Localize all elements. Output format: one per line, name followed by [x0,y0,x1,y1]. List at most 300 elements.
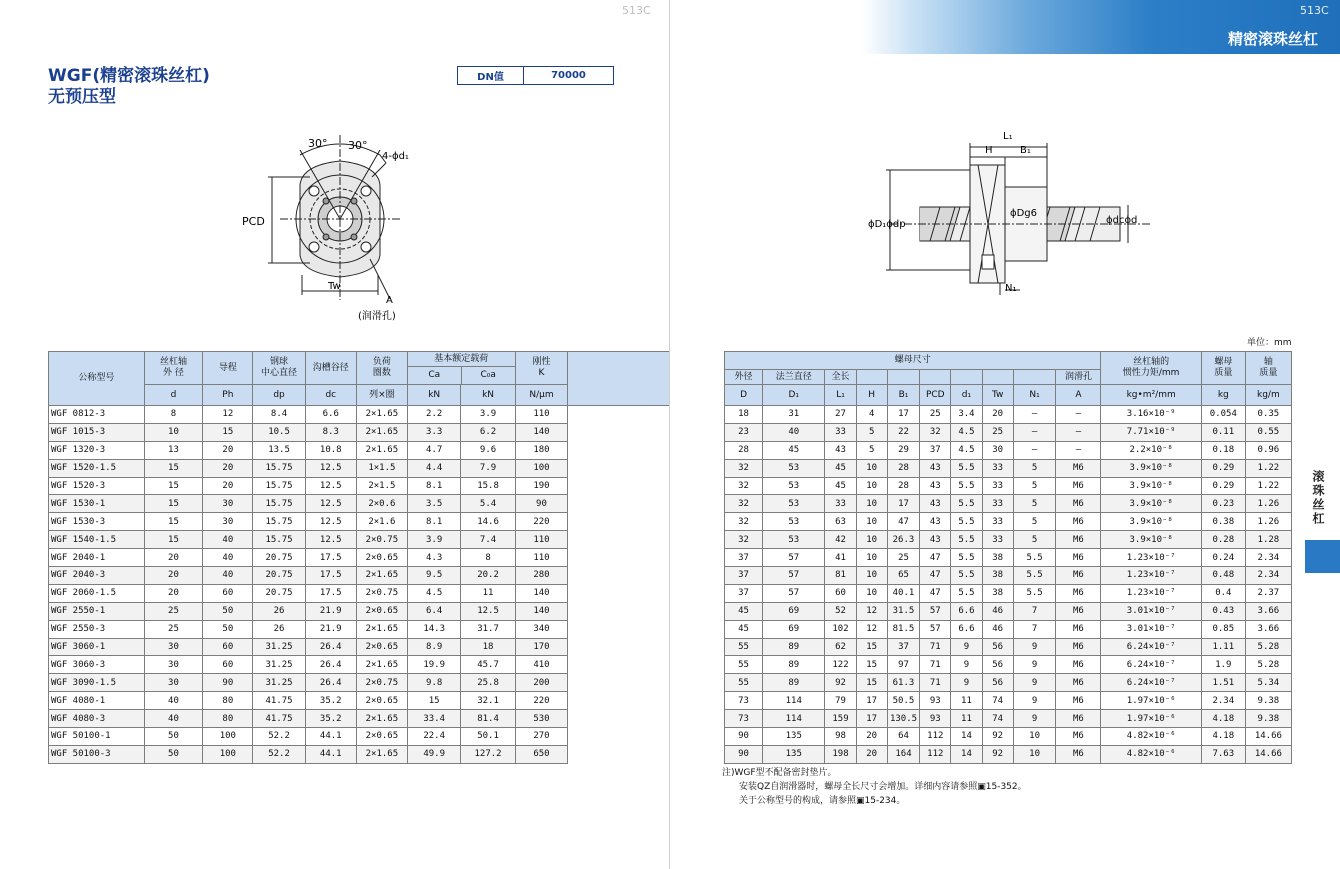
table-cell: 2×0.75 [356,674,407,692]
table-cell: 41.75 [253,692,305,710]
table-cell: 10 [856,549,887,567]
dc-d-label: ϕdcϕd [1106,215,1138,226]
table-cell: 15 [856,674,887,692]
page-number-right: 513C [1300,4,1329,17]
nut-col-name-header [982,370,1013,385]
table-cell: 33 [982,477,1013,495]
table-cell: 3.9×10⁻⁸ [1101,495,1201,513]
table-cell: 20 [982,406,1013,424]
nut-col-name-header: 外径 [725,370,763,385]
table-cell: WGF 2550-3 [49,620,145,638]
table-cell: 2×1.65 [356,620,407,638]
note-line-1: 注)WGF型不配备密封垫片。 [722,768,837,778]
table-cell: 5.28 [1245,656,1291,674]
table-cell: 40 [203,567,253,585]
col-dp-header: 钢球 中心直径 [253,352,305,385]
spacer-cell [568,656,669,674]
spacer-cell [568,406,669,424]
table-cell: 9 [1013,638,1056,656]
table-cell: 31.25 [253,656,305,674]
table-cell: 60 [203,584,253,602]
table-cell: 74 [982,710,1013,728]
sym-ca: kN [407,385,461,406]
table-cell: 32.1 [461,692,515,710]
table-cell: 100 [203,728,253,746]
table-cell: M6 [1056,745,1101,763]
table-cell: — [1013,406,1056,424]
table-cell: 71 [920,656,951,674]
table-cell: 2×1.6 [356,513,407,531]
table-cell: M6 [1056,584,1101,602]
table-row [49,423,670,441]
table-cell: 4.5 [951,423,982,441]
table-cell: 5.5 [951,495,982,513]
table-row [725,531,1292,549]
table-row [49,406,670,424]
table-cell: 5.28 [1245,638,1291,656]
table-cell: 130.5 [887,710,919,728]
table-cell: 20 [856,745,887,763]
table-cell: 26 [253,620,305,638]
table-cell: 31.25 [253,674,305,692]
table-row [725,441,1292,459]
table-row [725,549,1292,567]
table-cell: 3.9×10⁻⁸ [1101,513,1201,531]
table-cell: M6 [1056,638,1101,656]
table-cell: 15 [856,656,887,674]
h-label: H [985,145,993,156]
table-cell: 30 [203,513,253,531]
table-row [49,441,670,459]
table-cell: 5.4 [461,495,515,513]
table-cell: 5.5 [951,531,982,549]
table-cell: 9 [1013,674,1056,692]
table-cell: 26.4 [305,638,356,656]
table-cell: 15 [144,495,202,513]
table-cell: 41.75 [253,710,305,728]
table-cell: 0.29 [1201,459,1245,477]
table-cell: 9 [951,656,982,674]
table-cell: 110 [515,531,568,549]
nut-col-sym-header: D [725,385,763,406]
table-cell: WGF 2040-3 [49,567,145,585]
table-cell: 50.5 [887,692,919,710]
table-cell: WGF 2040-1 [49,549,145,567]
table-row [725,692,1292,710]
table-cell: M6 [1056,495,1101,513]
table-cell: 45 [725,602,763,620]
table-cell: M6 [1056,674,1101,692]
table-cell: 21.9 [305,620,356,638]
table-cell: 8.4 [253,406,305,424]
table-cell: 9 [1013,710,1056,728]
table-cell: WGF 0812-3 [49,406,145,424]
table-cell: 2.34 [1201,692,1245,710]
table-cell: M6 [1056,477,1101,495]
table-cell: 9 [1013,656,1056,674]
table-cell: 1.11 [1201,638,1245,656]
table-cell: 0.23 [1201,495,1245,513]
table-cell: 2×0.65 [356,692,407,710]
col-dc-header: 沟槽谷径 [305,352,356,385]
table-cell: 9.6 [461,441,515,459]
table-cell: 3.9 [461,406,515,424]
nut-col-sym-header: H [856,385,887,406]
table-cell: 10 [856,513,887,531]
table-cell: 20.75 [253,567,305,585]
table-cell: 10 [1013,728,1056,746]
table-cell: 57 [763,584,825,602]
table-cell: 7.4 [461,531,515,549]
table-cell: 5.5 [1013,584,1056,602]
table-cell: 6.6 [951,620,982,638]
col-c0a-header: C₀a [480,370,496,380]
table-cell: 45 [825,459,856,477]
table-cell: 4.3 [407,549,461,567]
table-cell: M6 [1056,692,1101,710]
table-cell: 33 [982,513,1013,531]
table-cell: 14 [951,728,982,746]
nut-dimensions-header: 螺母尺寸 [725,352,1101,370]
table-cell: 53 [763,513,825,531]
table-cell: 15.8 [461,477,515,495]
angle-label-2: 30° [348,139,368,152]
table-cell: 20 [203,477,253,495]
table-cell: 89 [763,656,825,674]
table-cell: 2×0.65 [356,602,407,620]
table-cell: 200 [515,674,568,692]
table-cell: 57 [763,549,825,567]
note-line-2: 安装QZ自润滑器时，螺母全长尺寸会增加。详细内容请参照▣15-352。 [739,782,1027,792]
table-cell: 3.9×10⁻⁸ [1101,477,1201,495]
table-cell: 50.1 [461,728,515,746]
sym-d: d [144,385,202,406]
table-cell: 140 [515,602,568,620]
table-cell: M6 [1056,531,1101,549]
table-cell: M6 [1056,710,1101,728]
spacer-cell [568,710,669,728]
spacer-cell [568,638,669,656]
table-cell: 10 [856,584,887,602]
n1-label: N₁ [1005,283,1017,294]
title-line2: 无预压型 [48,87,116,107]
table-cell: 110 [515,549,568,567]
table-cell: 1.9 [1201,656,1245,674]
table-cell: 55 [725,638,763,656]
table-cell: 15 [856,638,887,656]
table-cell: 14.66 [1245,745,1291,763]
table-cell: 7.71×10⁻⁹ [1101,423,1201,441]
table-cell: 53 [763,459,825,477]
table-cell: 20.75 [253,549,305,567]
table-cell: WGF 2550-1 [49,602,145,620]
sym-inertia: kg•m²/mm [1101,385,1201,406]
table-cell: 32 [725,477,763,495]
table-cell: 190 [515,477,568,495]
table-cell: 5 [1013,495,1056,513]
nut-col-name-header [887,370,919,385]
table-cell: M6 [1056,459,1101,477]
table-cell: 2×1.65 [356,423,407,441]
table-cell: 55 [725,674,763,692]
table-cell: 62 [825,638,856,656]
table-cell: 1.23×10⁻⁷ [1101,549,1201,567]
table-cell: 40 [203,549,253,567]
table-cell: 3.3 [407,423,461,441]
table-cell: 14.66 [1245,728,1291,746]
table-cell: 20 [144,549,202,567]
table-cell: WGF 1015-3 [49,423,145,441]
table-row [49,692,670,710]
col-inertia-header: 丝杠轴的 惯性力矩/mm [1101,352,1201,385]
table-cell: 31.25 [253,638,305,656]
table-cell: 2×0.6 [356,495,407,513]
table-cell: 135 [763,728,825,746]
table-cell: 6.24×10⁻⁷ [1101,656,1201,674]
table-cell: 38 [982,584,1013,602]
table-cell: 12 [856,602,887,620]
table-row [725,710,1292,728]
table-cell: 1.28 [1245,531,1291,549]
table-cell: 45.7 [461,656,515,674]
table-cell: WGF 50100-3 [49,745,145,763]
table-cell: 25 [982,423,1013,441]
table-cell: WGF 2060-1.5 [49,584,145,602]
table-cell: M6 [1056,728,1101,746]
table-cell: M6 [1056,656,1101,674]
nut-col-name-header: 法兰直径 [763,370,825,385]
table-row [725,674,1292,692]
spacer-cell [568,584,669,602]
table-cell: 3.66 [1245,602,1291,620]
table-cell: 49.9 [407,745,461,763]
table-cell: 14.6 [461,513,515,531]
nut-col-name-header [920,370,951,385]
table-cell: 46 [982,620,1013,638]
table-row [725,602,1292,620]
nut-col-sym-header: d₁ [951,385,982,406]
table-cell: 30 [982,441,1013,459]
table-cell: 79 [825,692,856,710]
note-line-3: 关于公称型号的构成，请参照▣15-234。 [739,796,906,806]
col-k-header: 刚性 K [515,352,568,385]
table-cell: 74 [982,692,1013,710]
nut-side-view-drawing [860,125,1190,300]
table-cell: 73 [725,692,763,710]
table-cell: 3.16×10⁻⁹ [1101,406,1201,424]
table-row [725,477,1292,495]
table-row [49,638,670,656]
table-row [725,406,1292,424]
table-cell: — [1013,441,1056,459]
table-cell: 7 [1013,602,1056,620]
table-cell: 50 [203,620,253,638]
table-cell: 26.3 [887,531,919,549]
table-cell: 32 [920,423,951,441]
table-cell: 2.2×10⁻⁸ [1101,441,1201,459]
table-cell: 0.48 [1201,567,1245,585]
table-cell: 10.5 [253,423,305,441]
table-cell: 3.9 [407,531,461,549]
col-ca-header: Ca [408,367,462,384]
table-cell: 57 [920,602,951,620]
table-cell: 2×1.5 [356,477,407,495]
table-cell: 53 [763,531,825,549]
table-cell: — [1056,423,1101,441]
table-cell: 13 [144,441,202,459]
table-cell: 37 [725,567,763,585]
table-cell: 28 [725,441,763,459]
table-cell: 53 [763,495,825,513]
tw-label: Tw [328,281,341,292]
table-row [725,656,1292,674]
table-cell: 20 [144,584,202,602]
table-cell: 81.4 [461,710,515,728]
table-cell: 170 [515,638,568,656]
table-cell: 90 [515,495,568,513]
table-cell: 100 [203,745,253,763]
table-cell: 23 [725,423,763,441]
d1-dp-label: ϕD₁ϕdp [868,219,906,230]
spacer-cell [568,745,669,763]
table-cell: 98 [825,728,856,746]
table-cell: 3.9×10⁻⁸ [1101,459,1201,477]
table-cell: 10 [856,531,887,549]
sym-c0a: kN [461,385,515,406]
table-row [725,728,1292,746]
table-row [725,638,1292,656]
table-cell: 4.18 [1201,710,1245,728]
dg6-label: ϕDg6 [1010,208,1038,219]
table-cell: 12.5 [305,495,356,513]
table-cell: 1.22 [1245,459,1291,477]
table-cell: 17 [856,692,887,710]
banner-title: 精密滚珠丝杠 [1227,30,1318,48]
table-row [49,710,670,728]
table-cell: 140 [515,584,568,602]
table-cell: 140 [515,423,568,441]
table-cell: WGF 4080-3 [49,710,145,728]
a-label: A [386,295,393,306]
table-cell: 69 [763,602,825,620]
table-cell: 44.1 [305,728,356,746]
table-cell: 33 [982,459,1013,477]
table-cell: 2×1.65 [356,656,407,674]
spec-table-right [724,351,1292,764]
table-cell: 50 [144,728,202,746]
table-cell: 5.34 [1245,674,1291,692]
table-row [725,567,1292,585]
table-row [49,513,670,531]
table-cell: 5 [1013,531,1056,549]
table-cell: WGF 4080-1 [49,692,145,710]
table-cell: 46 [982,602,1013,620]
table-cell: 33 [825,495,856,513]
table-cell: 12 [856,620,887,638]
sym-turns: 列×圈 [356,385,407,406]
table-cell: 65 [887,567,919,585]
table-cell: 2×0.75 [356,531,407,549]
table-cell: 5 [1013,459,1056,477]
table-cell: 10 [144,423,202,441]
table-cell: 31.7 [461,620,515,638]
table-cell: 2.2 [407,406,461,424]
table-cell: 0.38 [1201,513,1245,531]
table-cell: 32 [725,531,763,549]
table-cell: 33 [982,531,1013,549]
table-cell: 25.8 [461,674,515,692]
table-cell: 19.9 [407,656,461,674]
table-cell: 21.9 [305,602,356,620]
table-cell: 71 [920,674,951,692]
holes-label: 4-ϕd₁ [382,151,409,162]
nut-col-name-header [951,370,982,385]
table-cell: 32 [725,459,763,477]
table-cell: 33 [982,495,1013,513]
table-row [725,620,1292,638]
page-divider [669,0,670,869]
table-cell: 0.96 [1245,441,1291,459]
table-cell: 11 [461,584,515,602]
table-cell: WGF 3060-1 [49,638,145,656]
table-cell: 0.43 [1201,602,1245,620]
table-cell: — [1056,441,1101,459]
table-cell: 38 [982,549,1013,567]
table-cell: 10 [1013,745,1056,763]
table-cell: 52.2 [253,728,305,746]
col-model-header: 公称型号 [49,352,145,406]
table-cell: 1.97×10⁻⁶ [1101,692,1201,710]
table-cell: 26.4 [305,674,356,692]
table-cell: 31.5 [887,602,919,620]
spacer-cell [568,674,669,692]
table-cell: 30 [144,674,202,692]
table-cell: 2×0.65 [356,728,407,746]
table-cell: 15 [144,531,202,549]
nut-col-name-header [1013,370,1056,385]
table-cell: 47 [920,567,951,585]
table-cell: 9.38 [1245,692,1291,710]
table-cell: 3.4 [951,406,982,424]
table-cell: 89 [763,638,825,656]
table-cell: 92 [982,745,1013,763]
table-cell: 37 [725,549,763,567]
table-cell: 159 [825,710,856,728]
sidebar-label: 滚珠丝杠 [1311,470,1325,526]
table-row [49,459,670,477]
table-cell: 17.5 [305,567,356,585]
table-cell: 40 [763,423,825,441]
table-cell: 0.18 [1201,441,1245,459]
table-cell: 112 [920,745,951,763]
table-cell: — [1056,406,1101,424]
table-cell: WGF 50100-1 [49,728,145,746]
table-cell: 57 [763,567,825,585]
table-cell: 25 [920,406,951,424]
page-title [48,66,210,108]
table-cell: 32 [725,495,763,513]
table-cell: 90 [203,674,253,692]
table-cell: 2×0.75 [356,584,407,602]
table-cell: 14.3 [407,620,461,638]
table-cell: WGF 3060-3 [49,656,145,674]
table-cell: WGF 3090-1.5 [49,674,145,692]
table-cell: 1.23×10⁻⁷ [1101,567,1201,585]
table-cell: 40 [144,710,202,728]
table-cell: 43 [920,477,951,495]
table-cell: 12 [203,406,253,424]
lube-hole-label: (润滑孔) [358,311,396,322]
